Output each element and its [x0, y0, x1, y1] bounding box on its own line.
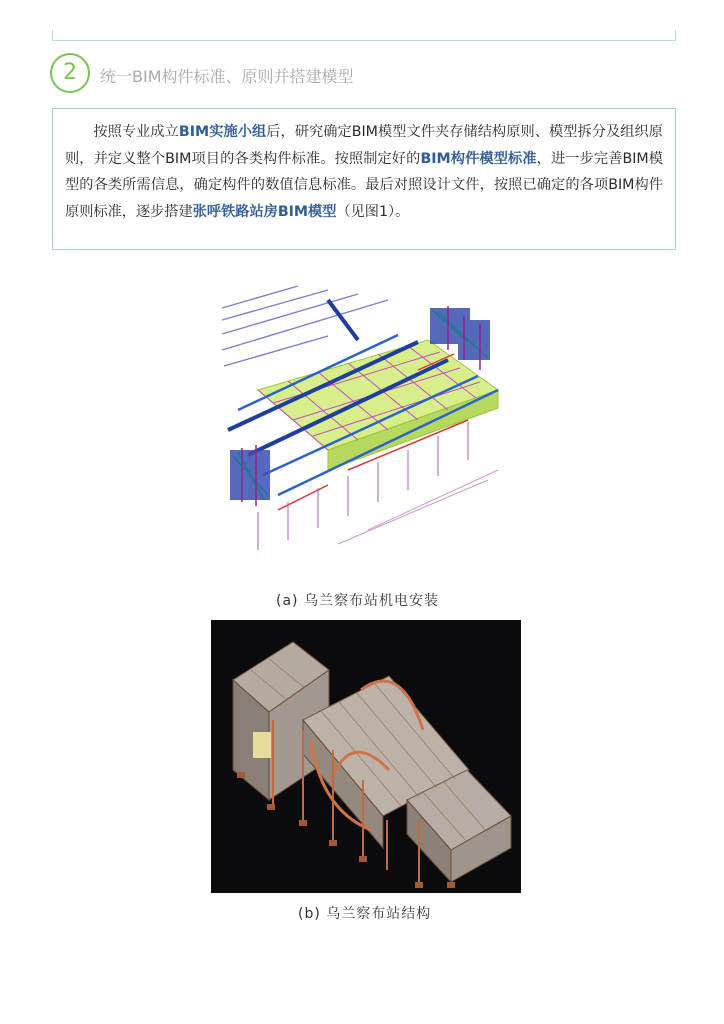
section-title: 统一BIM构件标准、原则并搭建模型: [100, 67, 354, 86]
para-text-2: 后，研究确定BIM模型文件夹存储结构原则、模型拆分及组织原则，并定义整个BIM项目的各类构件标准。按照制定好的: [65, 124, 663, 167]
highlight-station-model: 张呼铁路站房BIM模型: [192, 203, 337, 220]
highlight-component-standard: BIM构件模型标准: [420, 150, 537, 167]
para-text-3: ，进一步完善BIM模型的各类所需信息，确定构件的数值信息标准。最后对照设计文件，按照已确定的各项BIM构件原则标准，逐步搭建: [65, 150, 663, 220]
section-number-badge: 2: [50, 53, 90, 93]
highlight-bim-team: BIM实施小组: [178, 124, 267, 140]
figure-b-structure-model: [211, 620, 521, 893]
figure-b-caption: (b) 乌兰察布站结构: [298, 906, 432, 922]
top-frame-rule: [52, 30, 676, 41]
para-text-1: 按照专业成立: [93, 124, 179, 140]
para-text-4: （见图1）。: [336, 203, 410, 220]
description-paragraph: [65, 119, 663, 225]
section-heading: [50, 53, 690, 97]
figure-a-caption: (a) 乌兰察布站机电安装: [276, 593, 439, 609]
description-box: [52, 108, 676, 250]
figure-a-mep-model: [218, 280, 510, 580]
